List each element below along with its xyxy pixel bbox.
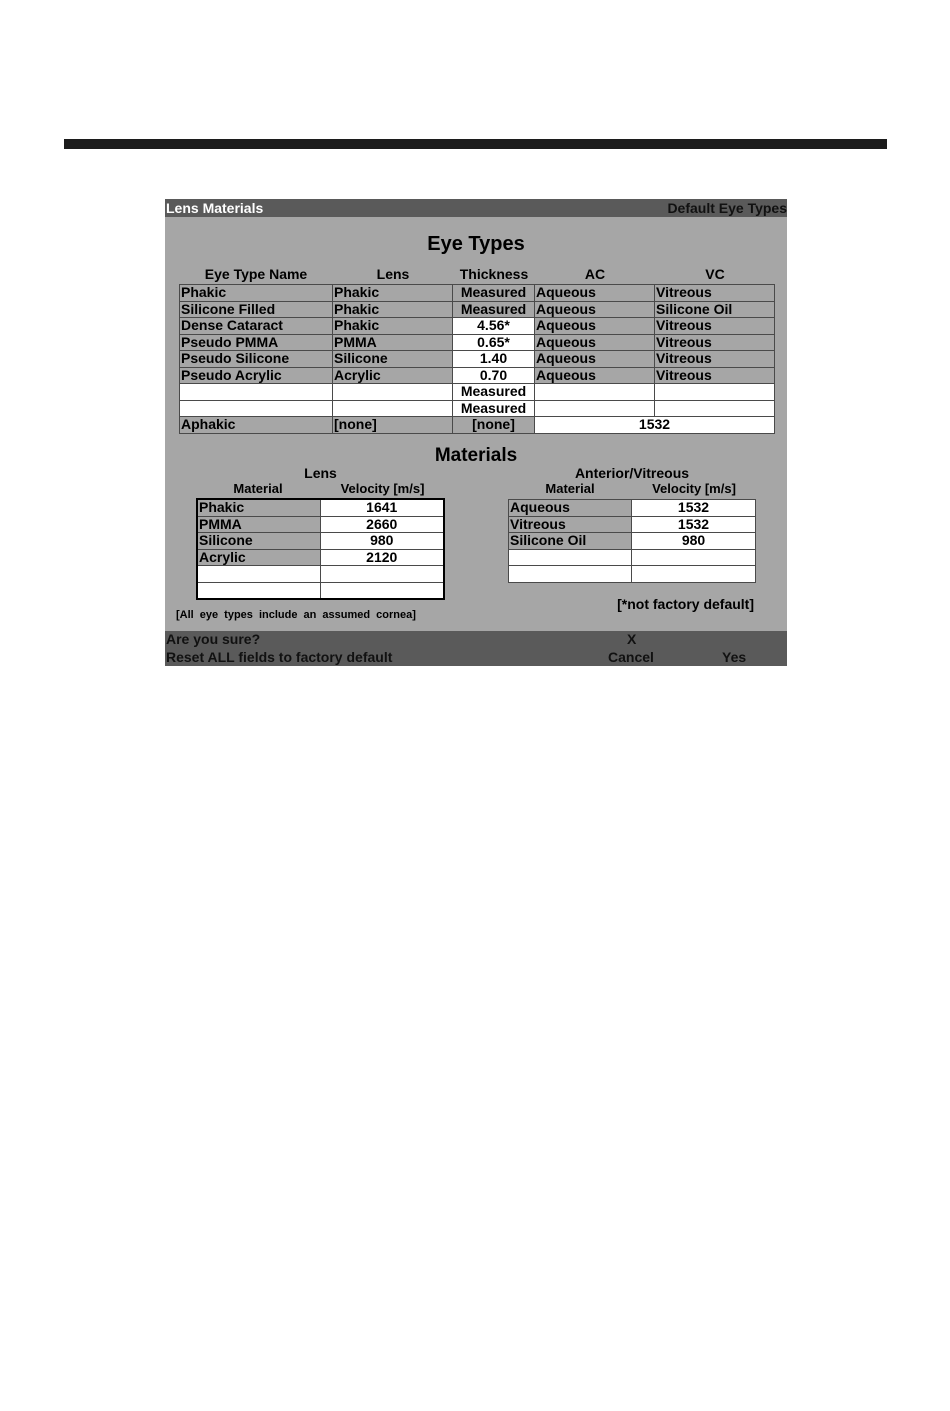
table-row[interactable] <box>180 384 775 401</box>
table-row[interactable] <box>509 549 756 566</box>
eye-type-name-cell[interactable] <box>180 384 333 401</box>
lens-cell[interactable]: Phakic <box>333 301 453 318</box>
vc-cell[interactable]: Silicone Oil <box>655 301 775 318</box>
ac-cell[interactable]: Aqueous <box>535 367 655 384</box>
table-row[interactable] <box>180 367 775 384</box>
thickness-cell[interactable]: Measured <box>453 400 535 417</box>
not-factory-note: [*not factory default] <box>617 596 754 612</box>
vc-cell[interactable]: Vitreous <box>655 367 775 384</box>
material-cell[interactable] <box>509 549 632 566</box>
table-row[interactable] <box>197 499 444 516</box>
velocity-cell[interactable]: 1532 <box>632 500 756 517</box>
table-row[interactable] <box>509 533 756 550</box>
table-row[interactable] <box>180 400 775 417</box>
table-row[interactable] <box>509 566 756 583</box>
eye-type-name-cell[interactable]: Aphakic <box>180 417 333 434</box>
lens-materials-heading: Lens <box>304 465 337 481</box>
ac-cell[interactable] <box>535 400 655 417</box>
velocity-cell[interactable]: 980 <box>632 533 756 550</box>
thickness-cell[interactable]: Measured <box>453 301 535 318</box>
eye-types-table <box>179 284 775 434</box>
table-row[interactable] <box>197 566 444 583</box>
vc-cell[interactable]: Vitreous <box>655 318 775 335</box>
eye-type-name-cell[interactable]: Phakic <box>180 285 333 302</box>
lens-cell[interactable]: [none] <box>333 417 453 434</box>
vc-cell[interactable]: Vitreous <box>655 351 775 368</box>
material-cell[interactable]: Silicone Oil <box>509 533 632 550</box>
vc-cell[interactable] <box>655 400 775 417</box>
thickness-cell[interactable]: 1.40 <box>453 351 535 368</box>
ac-cell[interactable]: Aqueous <box>535 301 655 318</box>
lens-col-material: Material <box>233 481 283 496</box>
ac-cell[interactable]: Aqueous <box>535 351 655 368</box>
material-cell[interactable]: Acrylic <box>197 549 320 566</box>
eye-type-name-cell[interactable]: Pseudo PMMA <box>180 334 333 351</box>
col-thickness: Thickness <box>459 266 529 282</box>
thickness-cell[interactable]: 0.70 <box>453 367 535 384</box>
thickness-cell[interactable]: Measured <box>453 384 535 401</box>
top-rule <box>64 139 887 149</box>
table-row[interactable] <box>197 582 444 599</box>
eye-type-name-cell[interactable]: Silicone Filled <box>180 301 333 318</box>
ac-cell[interactable]: Aqueous <box>535 285 655 302</box>
ac-cell[interactable]: Aqueous <box>535 334 655 351</box>
velocity-cell[interactable]: 1532 <box>632 516 756 533</box>
av-materials-heading: Anterior/Vitreous <box>574 465 690 481</box>
materials-heading: Materials <box>434 445 518 466</box>
velocity-cell[interactable]: 1641 <box>320 499 444 516</box>
material-cell[interactable]: Vitreous <box>509 516 632 533</box>
velocity-cell[interactable] <box>320 566 444 583</box>
table-row[interactable] <box>180 285 775 302</box>
table-row[interactable] <box>197 516 444 533</box>
ac-cell[interactable]: Aqueous <box>535 318 655 335</box>
confirm-bar <box>165 631 787 666</box>
cornea-note: [All eye types include an assumed cornea] <box>176 609 416 621</box>
velocity-cell[interactable] <box>632 549 756 566</box>
material-cell[interactable]: PMMA <box>197 516 320 533</box>
lens-cell[interactable]: Phakic <box>333 318 453 335</box>
vc-cell[interactable]: Vitreous <box>655 334 775 351</box>
velocity-cell[interactable]: 980 <box>320 533 444 550</box>
velocity-cell[interactable] <box>632 566 756 583</box>
lens-col-velocity: Velocity [m/s] <box>340 481 425 496</box>
thickness-cell[interactable]: Measured <box>453 285 535 302</box>
material-cell[interactable]: Phakic <box>197 499 320 516</box>
aphakic-velocity-cell[interactable]: 1532 <box>535 417 775 434</box>
col-eye-type-name: Eye Type Name <box>204 266 308 282</box>
close-icon[interactable]: X <box>627 631 637 647</box>
table-row[interactable] <box>509 500 756 517</box>
thickness-cell[interactable]: 0.65* <box>453 334 535 351</box>
screen-mode-label: Default Eye Types <box>667 200 787 216</box>
table-row[interactable] <box>180 351 775 368</box>
eye-type-name-cell[interactable]: Pseudo Silicone <box>180 351 333 368</box>
table-row[interactable] <box>180 318 775 335</box>
lens-cell[interactable]: Phakic <box>333 285 453 302</box>
title-bar <box>165 199 787 217</box>
table-row[interactable] <box>180 334 775 351</box>
confirm-question: Are you sure? <box>166 631 261 647</box>
material-cell[interactable] <box>197 582 320 599</box>
av-col-velocity: Velocity [m/s] <box>652 481 736 496</box>
eye-type-name-cell[interactable]: Dense Cataract <box>180 318 333 335</box>
ac-cell[interactable] <box>535 384 655 401</box>
confirm-detail: Reset ALL fields to factory default <box>166 649 393 665</box>
table-row[interactable] <box>180 417 775 434</box>
material-cell[interactable] <box>197 566 320 583</box>
vc-cell[interactable]: Vitreous <box>655 285 775 302</box>
table-row[interactable] <box>197 549 444 566</box>
eye-types-heading: Eye Types <box>427 233 525 255</box>
material-cell[interactable]: Aqueous <box>509 500 632 517</box>
anterior-vitreous-table <box>508 499 756 583</box>
lens-materials-table <box>196 498 445 600</box>
col-vc: VC <box>705 266 725 282</box>
col-lens: Lens <box>376 266 410 282</box>
thickness-cell[interactable]: [none] <box>453 417 535 434</box>
lens-cell[interactable]: PMMA <box>333 334 453 351</box>
eye-type-name-cell[interactable]: Pseudo Acrylic <box>180 367 333 384</box>
thickness-cell[interactable]: 4.56* <box>453 318 535 335</box>
lens-cell[interactable] <box>333 400 453 417</box>
eye-type-name-cell[interactable] <box>180 400 333 417</box>
av-col-material: Material <box>545 481 595 496</box>
table-row[interactable] <box>197 533 444 550</box>
screen-title: Lens Materials <box>166 200 264 216</box>
table-row[interactable] <box>509 516 756 533</box>
material-cell[interactable]: Silicone <box>197 533 320 550</box>
table-row[interactable] <box>180 301 775 318</box>
velocity-cell[interactable]: 2660 <box>320 516 444 533</box>
vc-cell[interactable] <box>655 384 775 401</box>
velocity-cell[interactable]: 2120 <box>320 549 444 566</box>
cancel-button[interactable]: Cancel <box>608 649 654 665</box>
lens-cell[interactable] <box>333 384 453 401</box>
material-cell[interactable] <box>509 566 632 583</box>
col-ac: AC <box>584 266 606 282</box>
lens-cell[interactable]: Acrylic <box>333 367 453 384</box>
lens-materials-screen <box>165 199 787 666</box>
yes-button[interactable]: Yes <box>722 649 747 665</box>
lens-cell[interactable]: Silicone <box>333 351 453 368</box>
velocity-cell[interactable] <box>320 582 444 599</box>
